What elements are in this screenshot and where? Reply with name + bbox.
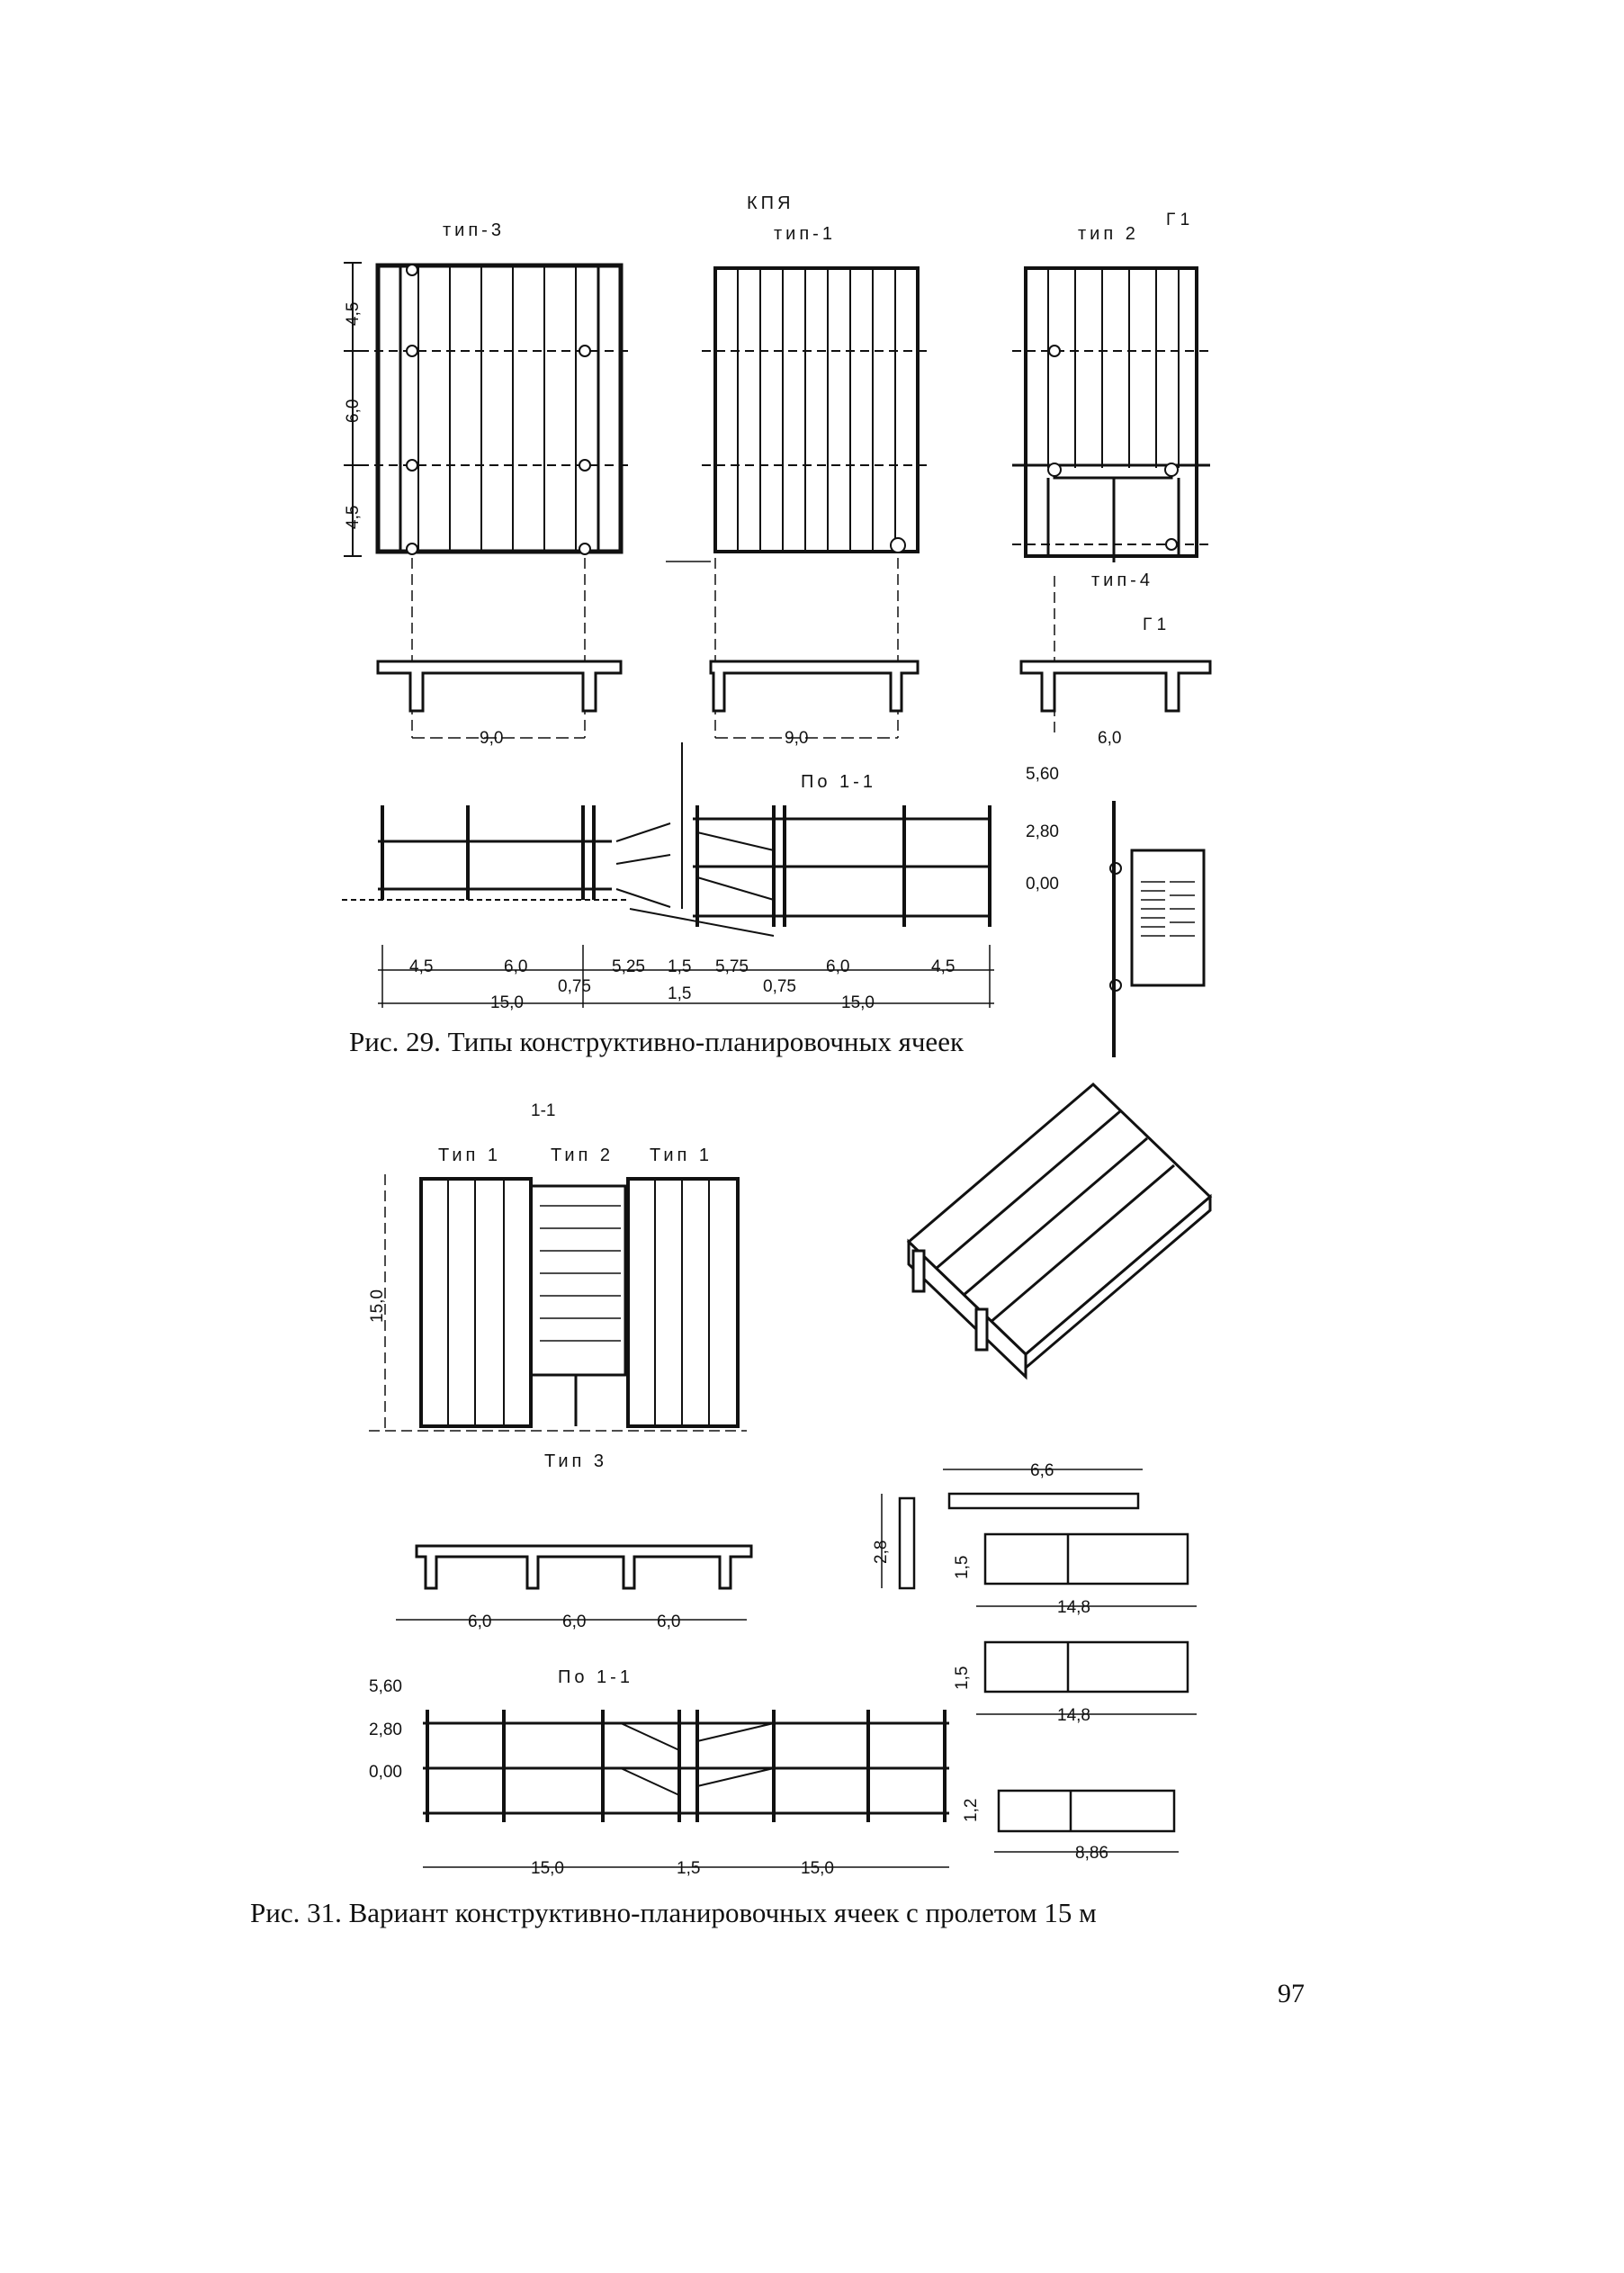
element-dim-1-5-a: 1,5 <box>953 1555 972 1579</box>
dim-b-6-0b: 6,0 <box>826 957 850 976</box>
element-dim-1-5-b: 1,5 <box>953 1666 972 1690</box>
fig31-section-title: По 1-1 <box>558 1667 633 1687</box>
plan-fig31 <box>369 1174 747 1431</box>
fig31-height-15-0: 15,0 <box>368 1289 387 1323</box>
dim-15-0-right: 15,0 <box>841 993 875 1012</box>
caption-fig-31: Рис. 31. Вариант конструктивно-планировочных ячеек с пролетом 15 м <box>250 1897 1097 1928</box>
fig31-total-1-5: 1,5 <box>677 1859 701 1878</box>
dim-b-4-5: 4,5 <box>409 957 434 976</box>
label-type-2: тип 2 <box>1078 224 1139 244</box>
element-dim-1-2: 1,2 <box>962 1798 981 1822</box>
dim-0-75-left: 0,75 <box>558 977 591 996</box>
element-dim-6-6: 6,6 <box>1030 1461 1054 1480</box>
dim-0-75-right: 0,75 <box>763 977 796 996</box>
element-dim-2-8: 2,8 <box>872 1540 891 1564</box>
fig31-level-5-60: 5,60 <box>369 1677 402 1696</box>
level-5-60: 5,60 <box>1026 765 1059 784</box>
fig31-long-section <box>423 1710 949 1867</box>
fig31-total-15-0-right: 15,0 <box>801 1859 834 1878</box>
label-fig31-type-1-left: Тип 1 <box>438 1145 502 1165</box>
precast-elements <box>882 1469 1197 1852</box>
fig31-span-6-0-a: 6,0 <box>468 1613 492 1631</box>
label-type-3: тип-3 <box>443 220 505 240</box>
dim-b-5-75: 5,75 <box>715 957 749 976</box>
fig31-level-2-80: 2,80 <box>369 1720 402 1739</box>
staircase-detail <box>1110 801 1204 1057</box>
fig31-level-0-00: 0,00 <box>369 1763 402 1782</box>
label-fig31-type-1-right: Тип 1 <box>650 1145 713 1165</box>
dim-b-1-5: 1,5 <box>668 957 692 976</box>
span-9-0-mid: 9,0 <box>785 729 809 748</box>
span-6-0: 6,0 <box>1098 729 1122 748</box>
dim-b-4-5b: 4,5 <box>931 957 956 976</box>
fig31-cross-section <box>396 1546 751 1620</box>
level-2-80: 2,80 <box>1026 822 1059 841</box>
label-fig31-type-3: Тип 3 <box>544 1451 608 1471</box>
dim-b-5-25: 5,25 <box>612 957 645 976</box>
label-type-4: тип-4 <box>1091 570 1153 590</box>
fig31-total-15-0-left: 15,0 <box>531 1859 564 1878</box>
long-section-right <box>630 805 990 936</box>
level-0-00: 0,00 <box>1026 875 1059 894</box>
section-title-1-1: По 1-1 <box>801 772 876 792</box>
label-type-1: тип-1 <box>774 224 836 244</box>
long-section-left <box>342 805 670 907</box>
dim-4-5-top: 4,5 <box>344 301 363 326</box>
element-dim-8-86: 8,86 <box>1075 1844 1108 1863</box>
page-number: 97 <box>1278 1979 1305 2008</box>
dim-15-0-left: 15,0 <box>490 993 524 1012</box>
figure-31 <box>250 1084 1210 1928</box>
header-kpya: КПЯ <box>747 193 794 213</box>
fig31-span-6-0-c: 6,0 <box>657 1613 681 1631</box>
cross-sections-row <box>378 661 1210 711</box>
caption-fig-29: Рис. 29. Типы конструктивно-планировочных ячеек <box>349 1026 965 1057</box>
isometric-panel <box>909 1084 1210 1377</box>
element-dim-14-8-a: 14,8 <box>1057 1598 1090 1617</box>
dim-6-0: 6,0 <box>344 399 363 423</box>
section-mark-top: Г 1 <box>1166 211 1190 229</box>
fig31-span-6-0-b: 6,0 <box>562 1613 587 1631</box>
section-mark-bottom: Г 1 <box>1143 615 1167 634</box>
section-mark-fig31: 1-1 <box>531 1101 556 1120</box>
figure-29 <box>342 193 1210 1057</box>
label-fig31-type-2: Тип 2 <box>551 1145 615 1165</box>
span-9-0-left: 9,0 <box>480 729 504 748</box>
dim-4-5-bottom: 4,5 <box>344 505 363 529</box>
dim-b-6-0: 6,0 <box>504 957 528 976</box>
dim-1-5-small: 1,5 <box>668 984 692 1003</box>
element-dim-14-8-b: 14,8 <box>1057 1706 1090 1725</box>
